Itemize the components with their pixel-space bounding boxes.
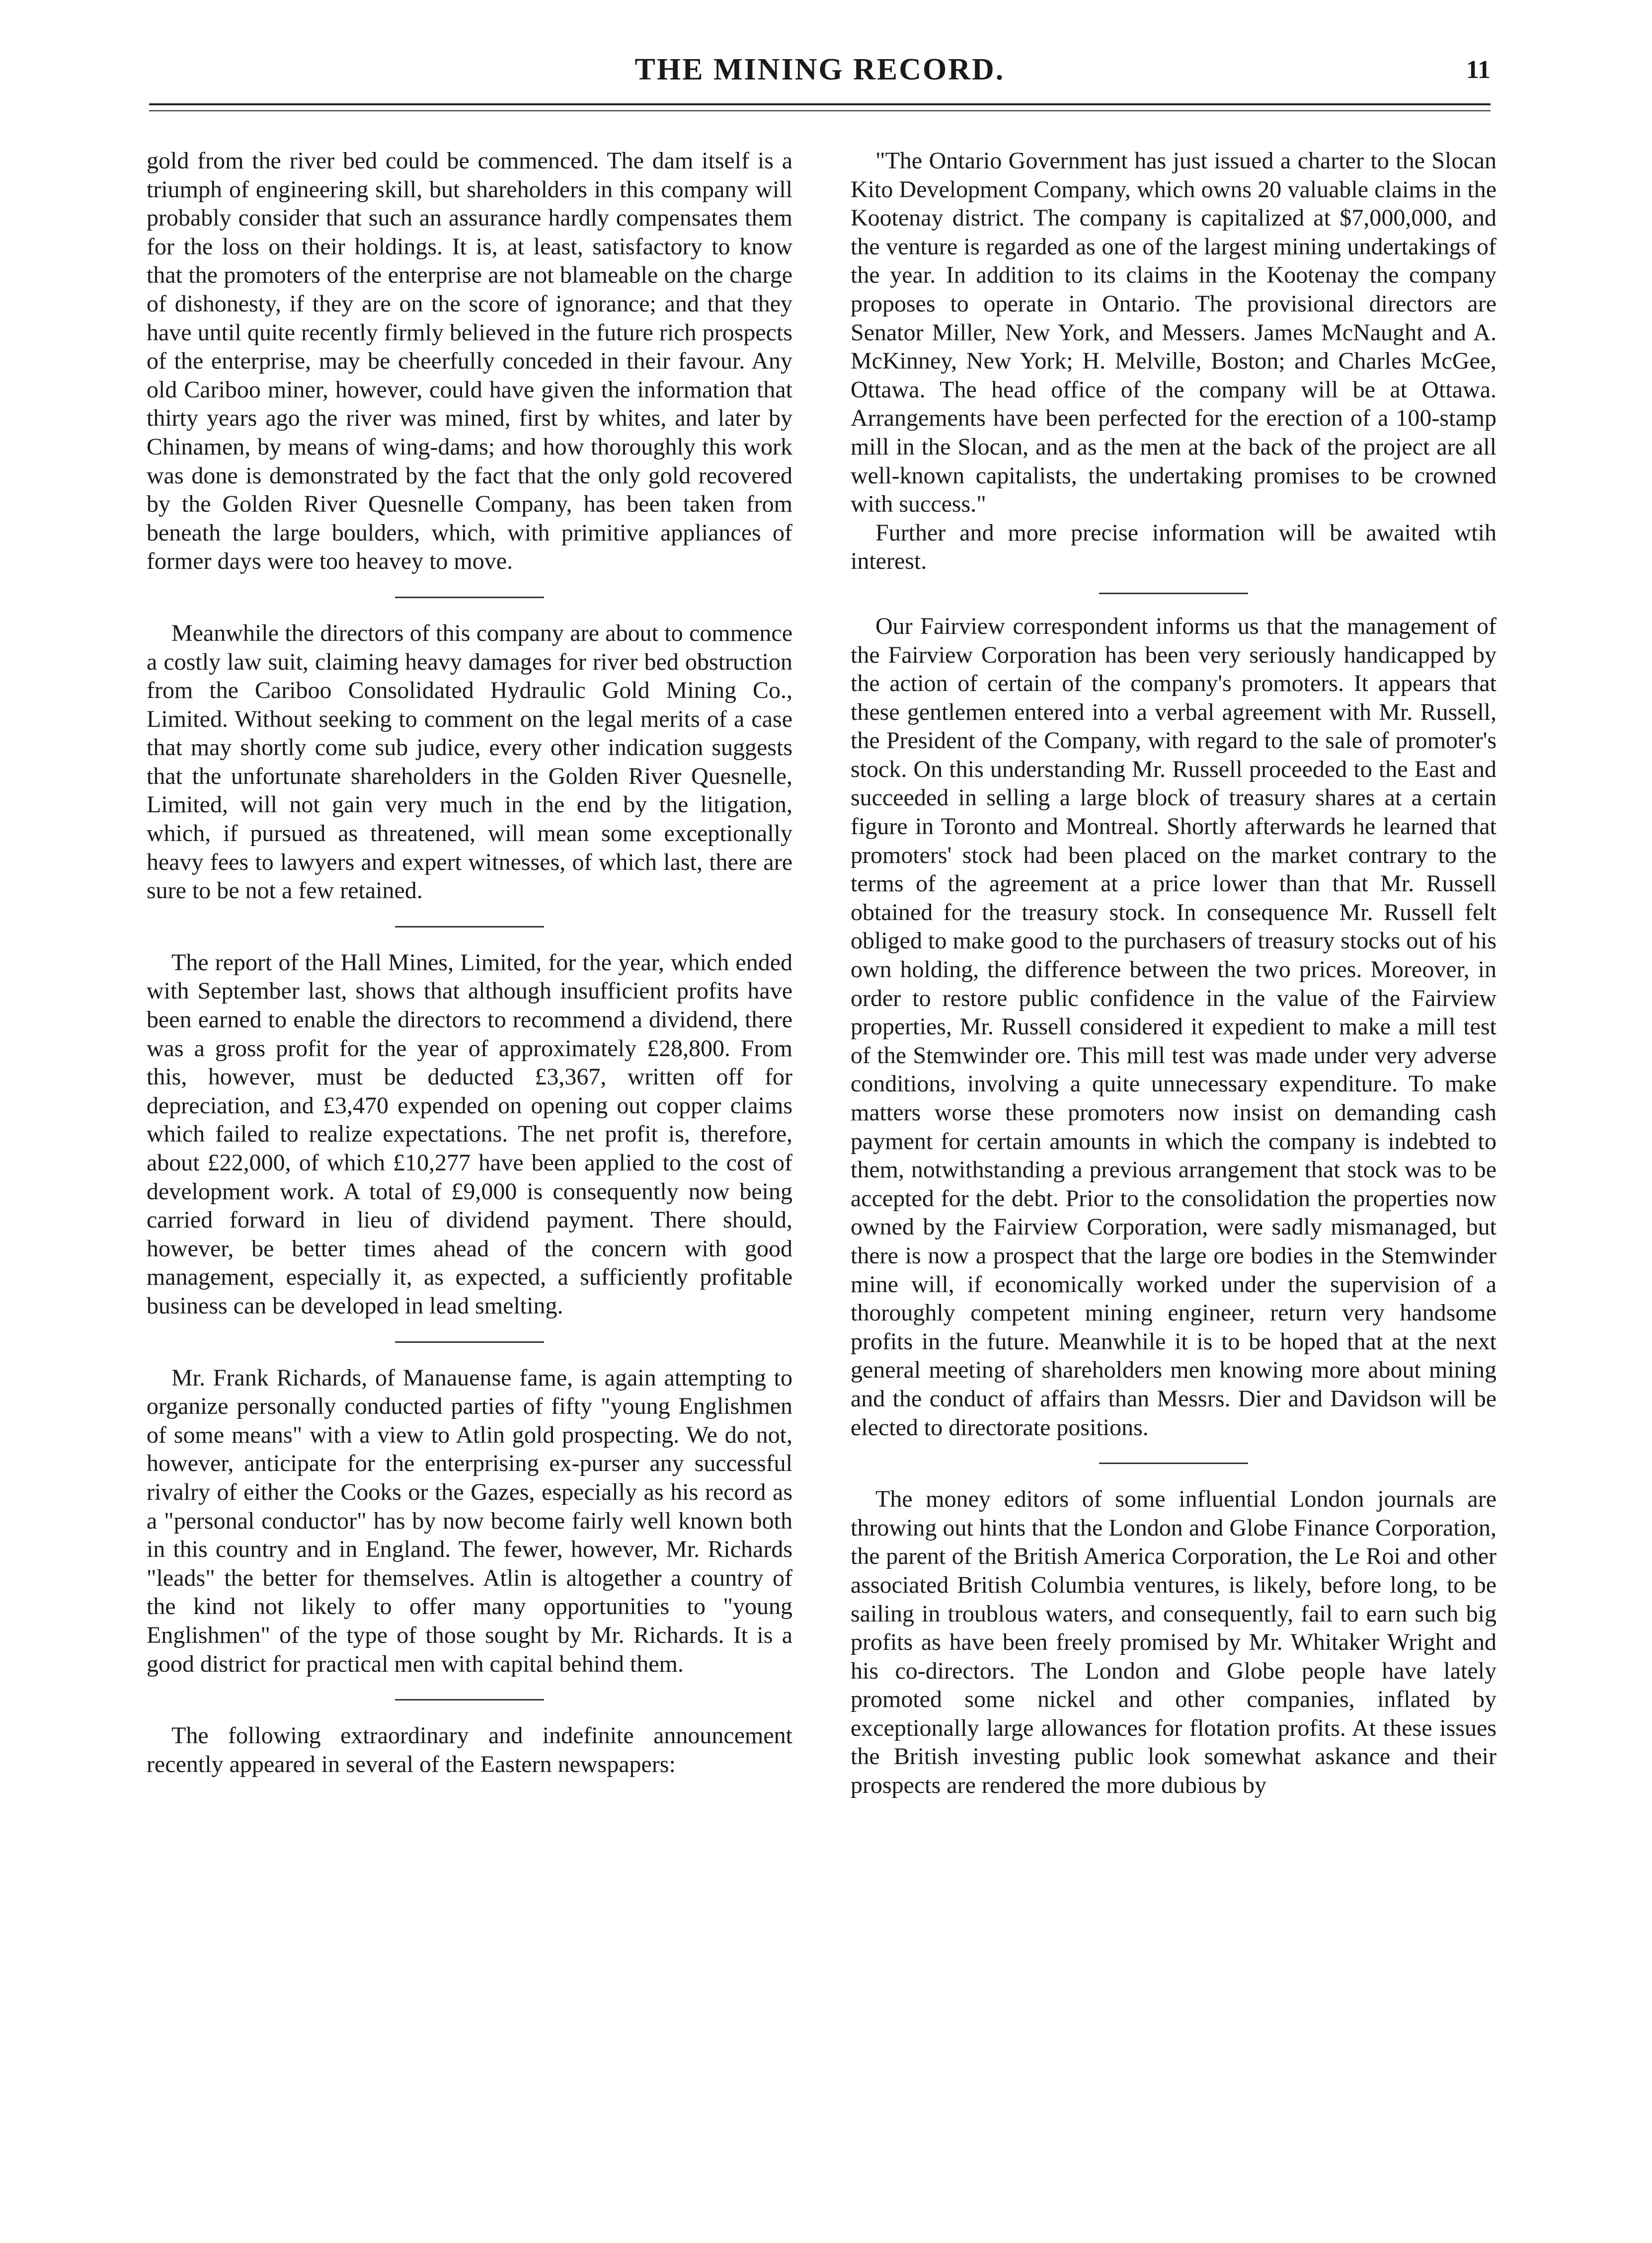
right-column	[851, 147, 1496, 1800]
section-divider	[1099, 1463, 1248, 1464]
left-column	[147, 147, 792, 1779]
paragraph-further-info: Further and more precise information will be awaited wtih interest.	[851, 519, 1496, 575]
section-divider	[395, 1341, 544, 1343]
header-rule-top	[149, 103, 1491, 105]
paragraph-announcement-intro: The following extraordinary and indefinite announcement recently appeared in several of the Eastern newspapers:	[147, 1722, 792, 1778]
paragraph-law-suit: Meanwhile the directors of this company are about to commence a costly law suit, claiming heavy damages for river bed obstruction from the Cariboo Consolidated Hydraulic Gold Mining Co., Limited. Without seeking to comment on the legal merits of a case that may shortly come sub judice, every other indication suggests that the unfortunate shareholders in the Golden River Quesnelle, Limited, will not gain very much in the end by the litigation, which, if pursued as threatened, will mean some exceptionally heavy fees to lawyers and expert witnesses, of which last, there are sure to be not a few retained.	[147, 619, 792, 904]
paragraph-frank-richards: Mr. Frank Richards, of Manauense fame, is again attempting to organize personally conducted parties of fifty "young Englishmen of some means" with a view to Atlin gold prospecting. We do not, however, anticipate for the enterprising ex-purser any successful rivalry of either the Cooks or the Gazes, especially as his record as a "personal conductor" has by now become fairly well known both in this country and in England. The fewer, however, Mr. Richards "leads" the better for themselves. Atlin is altogether a country of the kind not likely to offer many opportunities to "young Englishmen" of the type of those sought by Mr. Richards. It is a good district for practical men with capital behind them.	[147, 1364, 792, 1677]
header-rule-bottom	[149, 110, 1491, 111]
page-number: 11	[1466, 56, 1491, 84]
masthead	[149, 52, 1491, 102]
paragraph-ontario-quote: "The Ontario Government has just issued a charter to the Slocan Kito Development Company, which owns 20 valuable claims in the Kootenay district. The company is capitalized at $7,000,000, and the venture is regarded as one of the largest mining undertakings of the year. In addition to its claims in the Kootenay the company proposes to operate in Ontario. The provisional directors are Senator Miller, New York, and Messers. James McNaught and A. McKinney, New York; H. Melville, Boston; and Charles McGee, Ottawa. The head office of the company will be at Ottawa. Arrangements have been perfected for the erection of a 100-stamp mill in the Slocan, and as the men at the back of the project are all well-known capitalists, the undertaking promises to be crowned with success."	[851, 148, 1496, 518]
section-divider	[395, 1699, 544, 1701]
section-divider	[395, 597, 544, 598]
paragraph-hall-mines: The report of the Hall Mines, Limited, for the year, which ended with September last, shows that although insufficient profits have been earned to enable the directors to recommend a dividend, there was a gross profit for the year of approximately £28,800. From this, however, must be deducted £3,367, written off for depreciation, and £3,470 expended on opening out copper claims which failed to realize expectations. The net profit is, therefore, about £22,000, of which £10,277 have been applied to the cost of development work. A total of £9,000 is consequently now being carried forward in lieu of dividend payment. There should, however, be better times ahead of the concern with good management, especially it, as expected, a sufficiently profitable business can be developed in lead smelting.	[147, 949, 792, 1319]
section-divider	[395, 926, 544, 928]
publication-title: THE MINING RECORD.	[634, 53, 1005, 86]
paragraph-london-globe: The money editors of some influential London journals are throwing out hints that the London and Globe Finance Corporation, the parent of the British America Corporation, the Le Roi and other associated British Columbia ventures, is likely, before long, to be sailing in troublous waters, and consequently, fail to earn such big profits as have been freely promised by Mr. Whitaker Wright and his co-directors. The London and Globe people have lately promoted some nickel and other companies, inflated by exceptionally large allowances for flotation profits. At these issues the British investing public look somewhat askance and their prospects are rendered the more dubious by	[851, 1486, 1496, 1799]
section-divider	[1099, 593, 1248, 594]
paragraph-fairview: Our Fairview correspondent informs us that the management of the Fairview Corporation has been very seriously handicapped by the action of certain of the company's promoters. It appears that these gentlemen entered into a verbal agreement with Mr. Russell, the President of the Company, with regard to the sale of promoter's stock. On this understanding Mr. Russell proceeded to the East and succeeded in selling a large block of treasury shares at a certain figure in Toronto and Montreal. Shortly afterwards he learned that promoters' stock had been placed on the market contrary to the terms of the agreement at a price lower than that Mr. Russell obtained for the treasury stock. In consequence Mr. Russell felt obliged to make good to the purchasers of treasury stocks out of his own holding, the difference between the two prices. Moreover, in order to restore public confidence in the value of the Fairview properties, Mr. Russell considered it expedient to make a mill test of the Stemwinder ore. This mill test was made under very adverse conditions, involving a quite unnecessary expenditure. To make matters worse these promoters now insist on demanding cash payment for certain amounts in which the company is indebted to them, notwithstanding a previous arrangement that stock was to be accepted for the debt. Prior to the consolidation the properties now owned by the Fairview Corporation, were sadly mismanaged, but there is now a prospect that the large ore bodies in the Stemwinder mine will, if economically worked under the supervision of a thoroughly competent mining engineer, return very handsome profits in the future. Meanwhile it is to be hoped that at the next general meeting of shareholders men knowing more about mining and the conduct of affairs than Messrs. Dier and Davidson will be elected to directorate positions.	[851, 613, 1496, 1441]
paragraph-dam-continuation: gold from the river bed could be commenced. The dam itself is a triumph of engineering skill, but shareholders in this company will probably consider that such an assurance hardly compensates them for the loss on their holdings. It is, at least, satisfactory to know that the promoters of the enterprise are not blameable on the charge of dishonesty, if they are on the score of ignorance; and that they have until quite recently firmly believed in the future rich prospects of the enterprise, may be cheerfully conceded in their favour. Any old Cariboo miner, however, could have given the information that thirty years ago the river was mined, first by whites, and later by Chinamen, by means of wing-dams; and how thoroughly this work was done is demonstrated by the fact that the only gold recovered by the Golden River Quesnelle Company, has been taken from beneath the large boulders, which, with primitive appliances of former days were too heavey to move.	[147, 148, 792, 575]
